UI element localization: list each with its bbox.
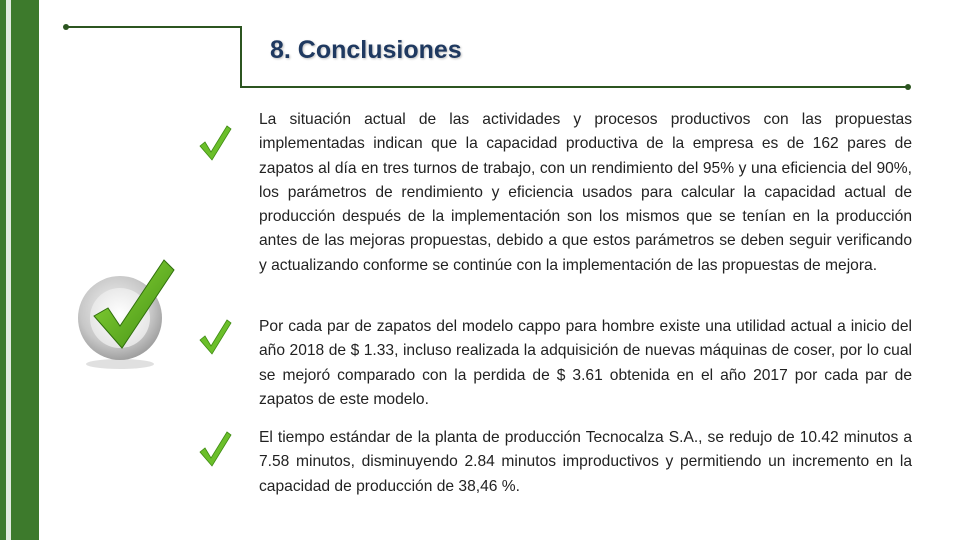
bullet-text: Por cada par de zapatos del modelo cappo para hombre existe una utilidad actual a inicio del año 2018 de $ 1.33, incluso realizada la adquisición de nuevas máquinas de coser, por lo cual se mejoró comparado con la perdida de $ 3.61 obtenida en el año 2017 por cada par de zapatos de este modelo. [259,318,912,408]
vertical-divider-line [240,26,242,86]
checkmark-icon [198,430,232,468]
top-divider-line [66,26,240,28]
check-badge-icon [76,252,180,372]
slide-title: 8. Conclusiones [270,36,462,64]
line-endpoint-dot [905,84,911,90]
line-endpoint-dot [63,24,69,30]
bullet-text: El tiempo estándar de la planta de producción Tecnocalza S.A., se redujo de 10.42 minutos a 7.58 minutos, disminuyendo 2.84 minutos improductivos y permitiendo un incremento en la capacidad de producción de 38,46 %. [259,429,912,495]
checkmark-icon [198,124,232,162]
bullet-text: La situación actual de las actividades y procesos productivos con las propuestas implementadas indican que la capacidad productiva de la empresa es de 162 pares de zapatos al día en tres turnos de trabajo, con un rendimiento del 95% y una eficiencia del 90%, los parámetros de rendimiento y eficiencia usados para calcular la capacidad actual de producción después de la implementación son los mismos que se tenían en la producción antes de las mejoras propuestas, debido a que estos parámetros se deben seguir verificando y actualizando conforme se continúe con la implementación de las propuestas de mejora. [259,111,912,274]
title-underline [240,86,910,88]
checkmark-icon [198,318,232,356]
left-stripe-highlight [6,0,11,540]
left-accent-stripe [0,0,39,540]
